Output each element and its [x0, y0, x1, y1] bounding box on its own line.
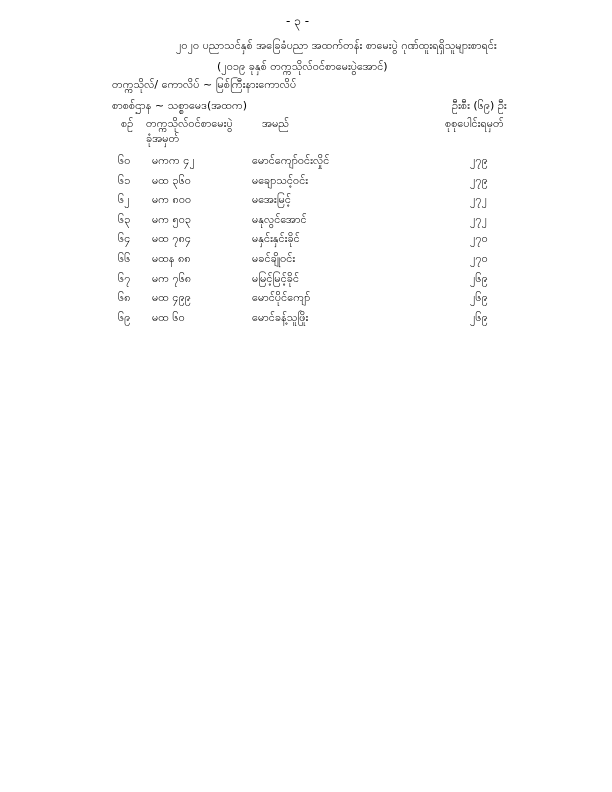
- roll-number: မထ ၃၆၀: [152, 173, 191, 187]
- row-number: ၆၈: [118, 291, 131, 305]
- exam-center-line: စာစစ်ဌာန ~ သစ္စာမေဒ(အထက): [112, 99, 248, 112]
- roll-number: မက ၈၀၀: [152, 193, 192, 207]
- table-row: [0, 311, 612, 331]
- table-row: [0, 252, 612, 272]
- student-name: မအေးမြင့်: [252, 193, 291, 207]
- row-number: ၆၆: [118, 251, 131, 265]
- table-row: [0, 174, 612, 194]
- total-marks: ၂၇၂: [470, 212, 487, 226]
- student-name: မမြင့်မြင့်ခိုင်: [252, 271, 300, 285]
- row-number: ၆၁: [118, 173, 131, 187]
- student-name: မနုလွင်အောင်: [252, 212, 307, 226]
- column-header-marks: စုစုပေါင်းရမှတ်: [445, 117, 504, 130]
- roll-number: မကက ၄၂: [152, 154, 195, 167]
- student-name: မခင်ချိုဝင်း: [252, 251, 296, 265]
- table-row: [0, 213, 612, 233]
- roll-number: မထ ၆၀: [152, 310, 185, 324]
- row-number: ၆၄: [118, 232, 131, 246]
- roll-number: မက ၇၆၈: [152, 271, 192, 285]
- candidate-count: ဦးစီး (၆၉) ဦး: [452, 99, 507, 112]
- column-header-roll: တက္ကသိုလ်ဝင်စာမေးပွဲ: [146, 117, 233, 130]
- student-name: မောင်ကျော်ဝင်းလှိုင်: [252, 154, 330, 167]
- column-header-number: စဉ်: [121, 117, 134, 130]
- table-row: [0, 193, 612, 213]
- document-subtitle: (၂၀၁၉ ခုနှစ် တက္ကသိုလ်ဝင်စာမေးပွဲအောင်): [217, 60, 388, 73]
- row-number: ၆၀: [118, 154, 131, 167]
- total-marks: ၂၇၉: [470, 173, 488, 187]
- student-name: မောင်ခန့်သူဖြိုး: [252, 310, 309, 324]
- table-row: [0, 154, 612, 174]
- total-marks: ၂၇၀: [470, 251, 488, 265]
- table-row: [0, 291, 612, 311]
- total-marks: ၂၆၉: [470, 271, 488, 285]
- results-table: [0, 154, 612, 330]
- roll-number: မက ၅၀၃: [152, 212, 192, 226]
- total-marks: ၂၆၉: [470, 291, 488, 305]
- university-line: တက္ကသိုလ်/ ကောလိပ် ~ မြစ်ကြီးနားကောလိပ်: [112, 78, 297, 91]
- page-number: - ၃ -: [286, 14, 310, 28]
- roll-number: မထ ၇၈၄: [152, 232, 192, 246]
- row-number: ၆၉: [118, 310, 131, 324]
- total-marks: ၂၇၂: [470, 193, 487, 207]
- table-row: [0, 232, 612, 252]
- document-title: ၂၀၂၀ ပညာသင်နှစ် အခြေခံပညာ အထက်တန်း စာမေးပွဲ ဂုဏ်ထူးရရှိသူများစာရင်း: [176, 39, 497, 52]
- row-number: ၆၂: [118, 193, 130, 207]
- column-header-name: အမည်: [262, 117, 290, 130]
- total-marks: ၂၇၉: [470, 154, 488, 167]
- student-name: မချောသင့်ဝင်း: [252, 173, 309, 187]
- table-row: [0, 272, 612, 292]
- column-header-roll-line2: ခုံအမှတ်: [146, 132, 180, 145]
- student-name: မောင်ပိုင်ကျော်: [252, 291, 311, 305]
- total-marks: ၂၆၉: [470, 310, 488, 324]
- student-name: မနှင်းနှင်းခိုင်: [252, 232, 300, 246]
- roll-number: မထန ၈၈: [152, 251, 191, 265]
- roll-number: မထ ၄၉၉: [152, 291, 191, 305]
- row-number: ၆၇: [118, 271, 131, 285]
- row-number: ၆၃: [118, 212, 131, 226]
- total-marks: ၂၇၀: [470, 232, 488, 246]
